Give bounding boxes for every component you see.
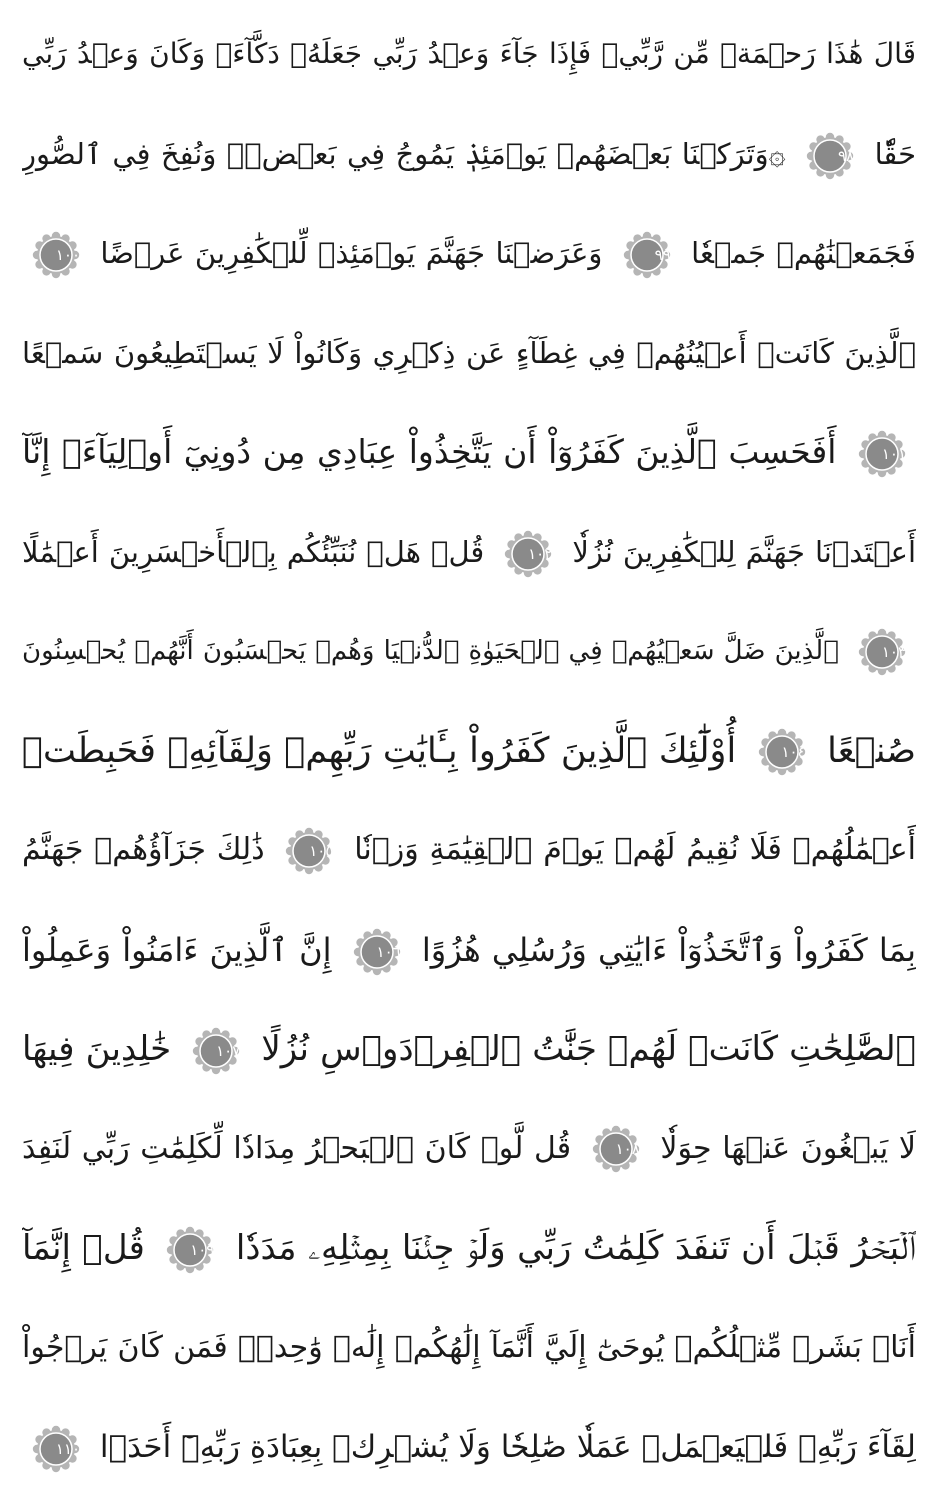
ayah-end-marker [623, 231, 671, 279]
ayah-number: ١٠٢ [528, 544, 553, 563]
verse-line [22, 112, 916, 196]
verse-text: ذَٰلِكَ جَزَآؤُهُمۡ جَهَنَّمُ [22, 832, 265, 867]
verse-text: فَجَمَعۡنَٰهُمۡ جَمۡعٗا [691, 236, 916, 270]
verse-line [22, 12, 916, 96]
verse-text: أَفَحَسِبَ ٱلَّذِينَ كَفَرُوٓاْ أَن يَتَّخِذُواْ عِبَادِي مِن دُونِيٓ أَوۡلِيَآءَۚ إِنَّآ [22, 432, 837, 471]
verse-line [22, 1107, 916, 1191]
verse-text: أُوْلَٰٓئِكَ ٱلَّذِينَ كَفَرُواْ بِـَٔايَٰتِ رَبِّهِمۡ وَلِقَآئِهِۦ فَحَبِطَتۡ [22, 730, 737, 771]
verse-text: أَعۡمَٰلُهُمۡ فَلَا نُقِيمُ لَهُمۡ يَوۡمَ ٱلۡقِيَٰمَةِ وَزۡنٗا [354, 832, 916, 867]
ayah-end-marker [858, 628, 906, 676]
verse-line [22, 709, 916, 793]
verse-text: صُنۡعًا [827, 730, 916, 771]
ayah-number: ١٠٧ [216, 1041, 241, 1060]
ayah-end-marker [504, 530, 552, 578]
ayah-end-marker [166, 1226, 214, 1274]
verse-text: قُل لَّوۡ كَانَ ٱلۡبَحۡرُ مِدَادٗا لِّكَلِمَٰتِ رَبِّي لَنَفِدَ [22, 1130, 572, 1166]
verse-text: حَقّٗا [874, 136, 916, 171]
verse-line [22, 908, 916, 992]
ayah-number: ٩٩ [654, 246, 671, 264]
ayah-number: ١١٠ [55, 1439, 80, 1458]
ayah-number: ١٠٨ [615, 1140, 640, 1158]
verse-line [22, 1206, 916, 1290]
verse-line [22, 410, 916, 494]
ayah-number: ١٠٤ [781, 742, 806, 761]
verse-text: ٱلَّذِينَ ضَلَّ سَعۡيُهُمۡ فِي ٱلۡحَيَوٰةِ ٱلدُّنۡيَا وَهُمۡ يَحۡسَبُونَ أَنَّهُمۡ يُحۡسِنُونَ [22, 636, 839, 666]
ayah-end-marker [758, 728, 806, 776]
ayah-number: ١٠٥ [309, 841, 334, 860]
ayah-number: ١٠٩ [190, 1240, 215, 1259]
verse-text: ۞وَتَرَكۡنَا بَعۡضَهُمۡ يَوۡمَئِذٖ يَمُوجُ فِي بَعۡضٖۖ وَنُفِخَ فِي ٱلصُّورِ [22, 136, 786, 171]
verse-line [22, 1405, 916, 1489]
ayah-end-marker [32, 1425, 80, 1473]
verse-text: خَٰلِدِينَ فِيهَا [22, 1029, 172, 1069]
ayah-end-marker [353, 928, 401, 976]
ayah-number: ١٠١ [881, 444, 906, 463]
ayah-end-marker [285, 827, 333, 875]
verse-text: إِنَّ ٱلَّذِينَ ءَامَنُواْ وَعَمِلُواْ [22, 930, 332, 969]
verse-text: لَا يَبۡغُونَ عَنۡهَا حِوَلٗا [660, 1130, 916, 1166]
verse-line [22, 510, 916, 594]
verse-line [22, 211, 916, 295]
verse-text: قُلۡ هَلۡ نُنَبِّئُكُم بِٱلۡأَخۡسَرِينَ أَعۡمَٰلًا [22, 534, 485, 569]
ayah-number: ٩٨ [838, 146, 855, 165]
ayah-end-marker [192, 1027, 240, 1075]
ayah-number: ١٠٣ [881, 642, 907, 661]
verse-text: قَالَ هَٰذَا رَحۡمَةٞ مِّن رَّبِّيۖ فَإِذَا جَآءَ وَعۡدُ رَبِّي جَعَلَهُۥ دَكَّآءَۖ وَكَانَ وَعۡدُ رَبِّي [22, 37, 916, 70]
verse-line [22, 609, 916, 693]
verse-line [22, 808, 916, 892]
ayah-end-marker [806, 132, 854, 180]
verse-line [22, 1007, 916, 1091]
verse-text: بِمَا كَفَرُواْ وَٱتَّخَذُوٓاْ ءَايَٰتِي وَرُسُلِي هُزُوًا [421, 930, 916, 969]
ayah-number: ١٠٠ [55, 246, 80, 264]
ayah-end-marker [592, 1125, 640, 1173]
verse-text: ٱلَّذِينَ كَانَتۡ أَعۡيُنُهُمۡ فِي غِطَآءٍ عَن ذِكۡرِي وَكَانُواْ لَا يَسۡتَطِيعُونَ سَمۡعًا [22, 335, 916, 370]
verse-text: ٱلۡبَحۡرُ قَبۡلَ أَن تَنفَدَ كَلِمَٰتُ رَبِّي وَلَوۡ جِئۡنَا بِمِثۡلِهِۦ مَدَدٗا [235, 1228, 916, 1268]
verse-line [22, 1306, 916, 1390]
ayah-number: ١٠٦ [376, 942, 401, 961]
verse-line [22, 311, 916, 395]
ayah-end-marker [32, 231, 80, 279]
verse-text: وَعَرَضۡنَا جَهَنَّمَ يَوۡمَئِذٖ لِّلۡكَٰفِرِينَ عَرۡضًا [100, 236, 603, 270]
verse-text: ٱلصَّٰلِحَٰتِ كَانَتۡ لَهُمۡ جَنَّٰتُ ٱلۡفِرۡدَوۡسِ نُزُلًا [261, 1029, 916, 1069]
verse-text: قُلۡ إِنَّمَآ [22, 1228, 145, 1268]
ayah-end-marker [858, 430, 906, 478]
verse-text: أَنَا۠ بَشَرٞ مِّثۡلُكُمۡ يُوحَىٰٓ إِلَيَّ أَنَّمَآ إِلَٰهُكُمۡ إِلَٰهٞ وَٰحِدٞۖ فَمَن كَانَ يَرۡجُواْ [22, 1329, 916, 1365]
verse-text: أَعۡتَدۡنَا جَهَنَّمَ لِلۡكَٰفِرِينَ نُزُلٗا [572, 534, 916, 569]
verse-text: لِقَآءَ رَبِّهِۦ فَلۡيَعۡمَلۡ عَمَلٗا صَٰلِحٗا وَلَا يُشۡرِكۡ بِعِبَادَةِ رَبِّهِۦٓ أَحَدَۢا [99, 1429, 916, 1465]
